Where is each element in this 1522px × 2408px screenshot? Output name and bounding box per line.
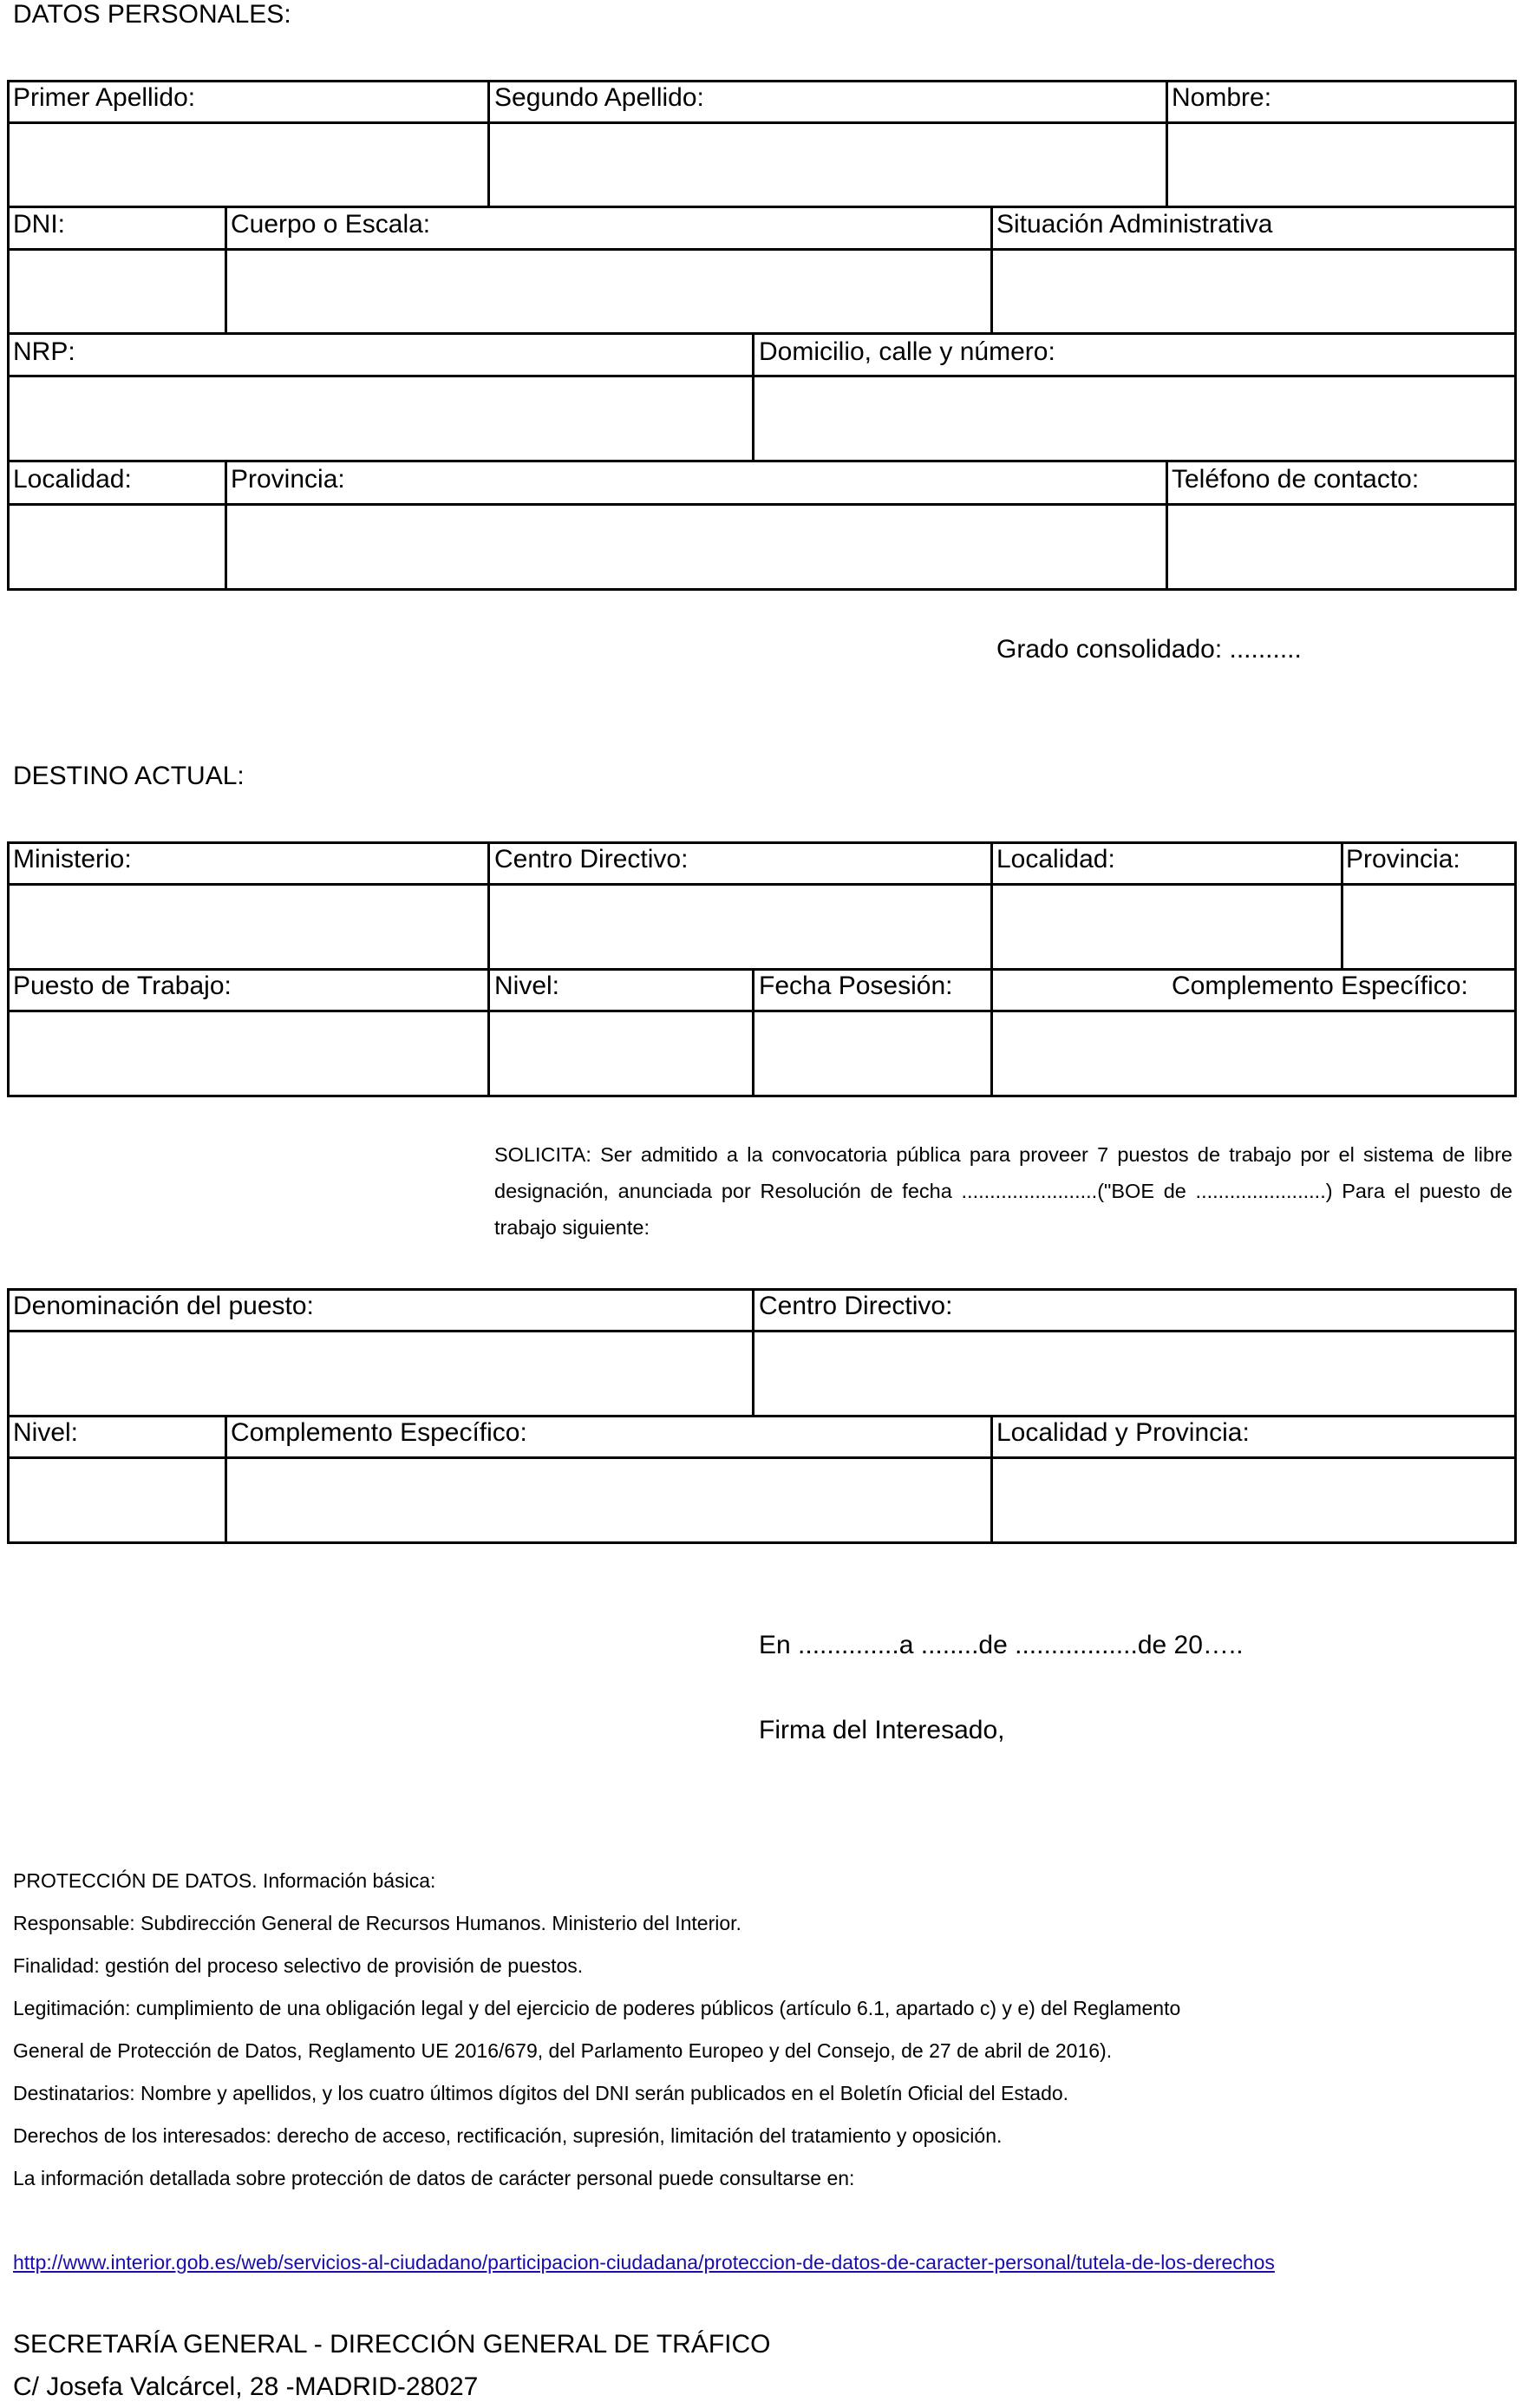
field-complemento-puesto[interactable] xyxy=(227,1459,990,1541)
field-denominacion-puesto[interactable] xyxy=(10,1332,752,1415)
label-situacion-administrativa: Situación Administrativa xyxy=(996,210,1273,239)
field-situacion-administrativa[interactable] xyxy=(993,251,1514,332)
field-provincia[interactable] xyxy=(227,506,1166,588)
label-puesto-trabajo: Puesto de Trabajo: xyxy=(13,972,232,1000)
field-localidad-provincia[interactable] xyxy=(993,1459,1514,1541)
field-centro-directivo-puesto[interactable] xyxy=(754,1332,1514,1415)
field-nivel-puesto[interactable] xyxy=(10,1459,225,1541)
label-domicilio: Domicilio, calle y número: xyxy=(759,337,1055,366)
label-dni: DNI: xyxy=(13,210,65,239)
field-ministerio[interactable] xyxy=(10,886,487,968)
field-cuerpo-escala[interactable] xyxy=(227,251,990,332)
label-nivel-actual: Nivel: xyxy=(494,972,560,1000)
label-primer-apellido: Primer Apellido: xyxy=(13,83,196,112)
label-localidad-actual: Localidad: xyxy=(996,845,1115,874)
label-ministerio: Ministerio: xyxy=(13,845,132,874)
label-nombre: Nombre: xyxy=(1172,83,1272,112)
field-primer-apellido[interactable] xyxy=(10,124,487,206)
privacy-line: General de Protección de Datos, Reglamento UE 2016/679, del Parlamento Europeo y del Consejo, de 27 de abril de 2016). xyxy=(13,2039,1113,2062)
field-centro-directivo[interactable] xyxy=(490,886,990,968)
field-domicilio[interactable] xyxy=(754,377,1514,460)
privacy-line: Derechos de los interesados: derecho de acceso, rectificación, supresión, limitación del tratamiento y oposición. xyxy=(13,2124,1003,2147)
privacy-url-link[interactable]: http://www.interior.gob.es/web/servicios-al-ciudadano/participacion-ciudadana/proteccion-de-datos-de-caracter-personal/tutela-de-los-derechos xyxy=(13,2251,1275,2274)
privacy-line: La información detallada sobre protección de datos de carácter personal puede consultarse en: xyxy=(13,2167,855,2189)
field-segundo-apellido[interactable] xyxy=(490,124,1166,206)
signature-label: Firma del Interesado, xyxy=(759,1716,1005,1744)
label-cuerpo-escala: Cuerpo o Escala: xyxy=(231,210,431,239)
field-nivel-actual[interactable] xyxy=(490,1012,752,1095)
label-localidad-provincia: Localidad y Provincia: xyxy=(996,1418,1250,1447)
field-dni[interactable] xyxy=(10,251,225,332)
label-complemento-actual: Complemento Específico: xyxy=(1172,972,1468,1000)
footer-line-1: SECRETARÍA GENERAL - DIRECCIÓN GENERAL DE TRÁFICO xyxy=(13,2330,771,2359)
field-nombre[interactable] xyxy=(1168,124,1514,206)
privacy-line: Destinatarios: Nombre y apellidos, y los cuatro últimos dígitos del DNI serán publicados en el Boletín Oficial del Estado. xyxy=(13,2082,1069,2104)
field-localidad[interactable] xyxy=(10,506,225,588)
date-line: En ..............a ........de .................de 20….. xyxy=(759,1631,1244,1659)
label-complemento-puesto: Complemento Específico: xyxy=(231,1418,527,1447)
privacy-line: Legitimación: cumplimiento de una obligación legal y del ejercicio de poderes públicos (artículo 6.1, apartado c) y e) del Reglamento xyxy=(13,1997,1181,2019)
field-puesto-trabajo[interactable] xyxy=(10,1012,487,1095)
label-fecha-posesion: Fecha Posesión: xyxy=(759,972,953,1000)
label-provincia-actual: Provincia: xyxy=(1346,845,1460,874)
section-title-current: DESTINO ACTUAL: xyxy=(13,762,245,790)
label-segundo-apellido: Segundo Apellido: xyxy=(494,83,704,112)
label-provincia: Provincia: xyxy=(231,465,345,494)
field-telefono[interactable] xyxy=(1168,506,1514,588)
label-denominacion-puesto: Denominación del puesto: xyxy=(13,1292,314,1320)
label-centro-directivo-puesto: Centro Directivo: xyxy=(759,1292,953,1320)
section-title-personal: DATOS PERSONALES: xyxy=(13,0,291,29)
label-nrp: NRP: xyxy=(13,337,75,366)
field-provincia-actual[interactable] xyxy=(1343,886,1514,968)
field-fecha-posesion[interactable] xyxy=(754,1012,990,1095)
field-nrp[interactable] xyxy=(10,377,752,460)
field-complemento-actual[interactable] xyxy=(993,1012,1514,1095)
label-telefono: Teléfono de contacto: xyxy=(1172,465,1420,494)
privacy-line: Responsable: Subdirección General de Recursos Humanos. Ministerio del Interior. xyxy=(13,1912,741,1934)
privacy-title: PROTECCIÓN DE DATOS. Información básica: xyxy=(13,1869,436,1892)
label-nivel-puesto: Nivel: xyxy=(13,1418,79,1447)
label-localidad: Localidad: xyxy=(13,465,132,494)
privacy-line: Finalidad: gestión del proceso selectivo de provisión de puestos. xyxy=(13,1954,584,1977)
grado-consolidado: Grado consolidado: .......... xyxy=(996,635,1302,664)
footer-line-2: C/ Josefa Valcárcel, 28 -MADRID-28027 xyxy=(13,2372,479,2401)
field-localidad-actual[interactable] xyxy=(993,886,1341,968)
solicita-paragraph: SOLICITA: Ser admitido a la convocatoria pública para proveer 7 puestos de trabajo por el sistema de libre designación, anunciada por Resolución de fecha ........................("BOE de .......................) Para el puesto de trabajo siguiente: xyxy=(494,1143,1512,1239)
label-centro-directivo: Centro Directivo: xyxy=(494,845,689,874)
